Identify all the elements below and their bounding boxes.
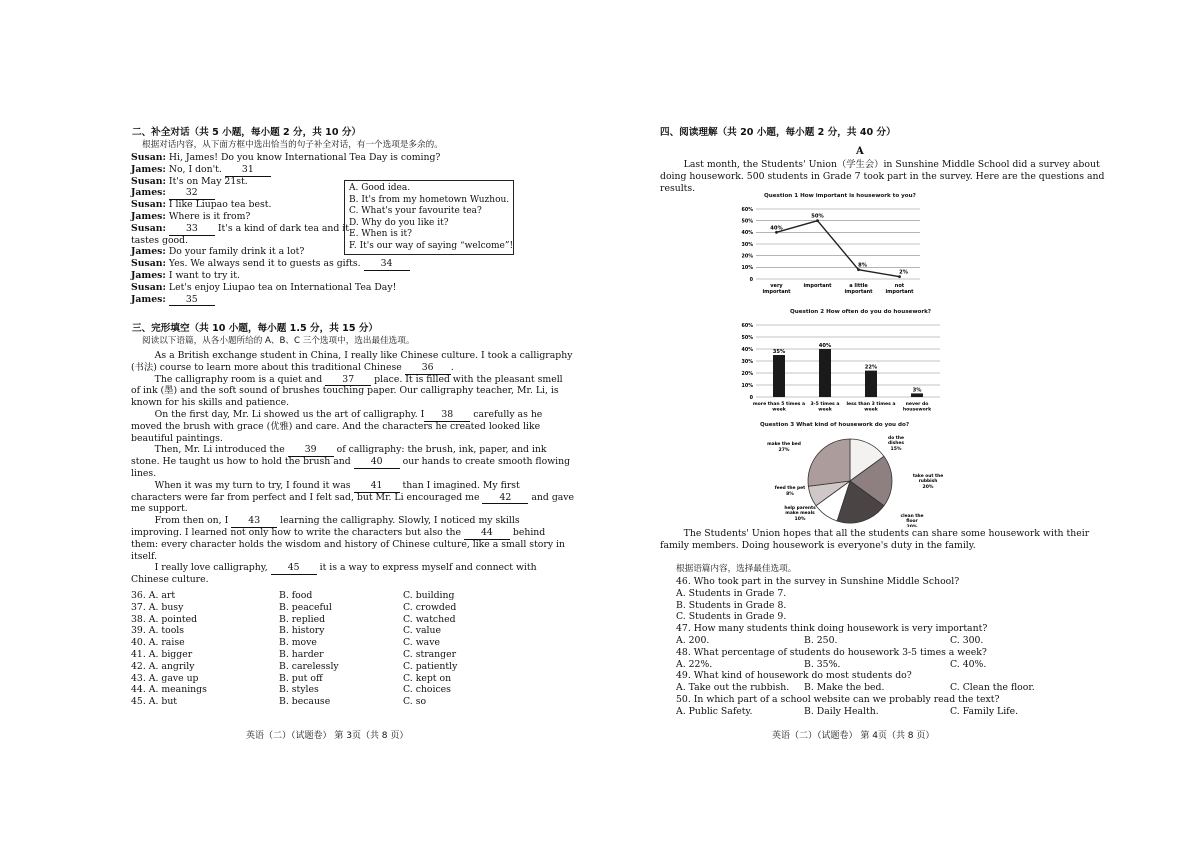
answer-blank: 36 bbox=[405, 362, 451, 375]
section-2-instruction: 根据对话内容，从下面方框中选出恰当的句子补全对话，有一个选项是多余的。 bbox=[142, 140, 443, 150]
passage-text: moved the brush with grace (优雅) and care. And the characters he created looked like bbox=[131, 420, 541, 432]
speaker: Susan: bbox=[131, 152, 166, 163]
speaker: James: bbox=[131, 270, 166, 281]
passage-line bbox=[131, 503, 188, 515]
chart-2-title: Question 2 How often do you do housework? bbox=[790, 309, 932, 315]
dialogue-line bbox=[131, 246, 304, 258]
speaker: James: bbox=[131, 187, 166, 199]
choice-option: 41. A. bigger bbox=[131, 649, 193, 660]
dialogue-line bbox=[131, 199, 271, 211]
dialogue-text: It's on May 21st. bbox=[168, 175, 248, 187]
passage-text: lines. bbox=[131, 468, 157, 479]
choice-row bbox=[131, 625, 526, 637]
data-label: 35% bbox=[772, 349, 786, 355]
question-option: B. Daily Health. bbox=[804, 705, 879, 717]
choice-row bbox=[131, 637, 526, 649]
data-point bbox=[898, 275, 901, 278]
question-option: A. 200. bbox=[676, 635, 710, 646]
choice-option: 42. A. angrily bbox=[131, 660, 195, 672]
passage-text: Then, Mr. Li introduced the bbox=[131, 444, 288, 456]
answer-blank: 31 bbox=[225, 164, 271, 177]
speaker: Susan: bbox=[131, 258, 166, 270]
passage-line bbox=[131, 551, 157, 563]
slice-percent: 27% bbox=[778, 448, 790, 453]
exam-page-4 bbox=[660, 0, 1105, 847]
chart-1-line bbox=[734, 203, 924, 301]
speaker: James: bbox=[131, 293, 166, 305]
slice-percent: 8% bbox=[786, 492, 794, 497]
passage-line bbox=[131, 433, 223, 445]
choice-row bbox=[131, 649, 526, 661]
speaker: James: bbox=[131, 163, 166, 175]
chart-1-title: Question 1 How important is housework to you? bbox=[764, 193, 916, 199]
x-tick-label: more than 5 times a week bbox=[752, 402, 806, 413]
y-tick-label: 40% bbox=[741, 231, 753, 237]
speaker: James: bbox=[131, 211, 166, 222]
dialogue-text: It's a kind of dark tea and it bbox=[217, 222, 349, 234]
question-option: A. 22%. bbox=[676, 658, 713, 670]
choice-option: C. crowded bbox=[403, 601, 457, 613]
choice-row bbox=[131, 614, 526, 626]
dialogue-line bbox=[131, 152, 440, 164]
data-label: 3% bbox=[912, 387, 922, 394]
question-option: B. 35%. bbox=[804, 658, 841, 670]
passage-text: I really love calligraphy, bbox=[131, 562, 271, 574]
x-tick-label: never do housework bbox=[902, 402, 932, 413]
answer-blank: 37 bbox=[325, 374, 371, 387]
choice-option: B. food bbox=[279, 590, 313, 601]
choice-option: 36. A. art bbox=[131, 590, 176, 601]
speaker: Susan: bbox=[131, 175, 166, 187]
passage-text: me support. bbox=[131, 503, 188, 515]
y-tick-label: 20% bbox=[741, 371, 753, 377]
passage-line bbox=[131, 468, 156, 480]
passage-line bbox=[131, 350, 572, 362]
passage-text: our hands to create smooth flowing bbox=[399, 456, 571, 468]
question: 49. What kind of housework do most students do? bbox=[676, 670, 912, 682]
answer-blank: 34 bbox=[364, 258, 410, 271]
passage-text: behind bbox=[509, 527, 546, 538]
exam-page-3 bbox=[126, 0, 575, 847]
dialogue-text: No, I don't. bbox=[168, 163, 222, 175]
y-tick-label: 60% bbox=[741, 323, 753, 329]
question-option: A. Public Safety. bbox=[676, 705, 753, 717]
choice-option: C. building bbox=[403, 590, 455, 601]
dialogue-text: I like Liupao tea best. bbox=[168, 199, 272, 211]
section-3-title: 三、完形填空（共 10 小题，每小题 1.5 分，共 15 分） bbox=[132, 323, 379, 334]
choice-option: B. put off bbox=[279, 672, 323, 684]
passage-text: place. It is filled with the pleasant smell bbox=[371, 373, 563, 385]
choice-option: 40. A. raise bbox=[131, 637, 185, 649]
choice-row bbox=[131, 602, 526, 614]
y-tick-label: 60% bbox=[741, 207, 753, 213]
passage-text: it is a way to express myself and connect with bbox=[316, 562, 537, 574]
slice-percent: 10% bbox=[794, 517, 806, 522]
series-line bbox=[777, 221, 900, 277]
choice-option: C. wave bbox=[403, 637, 440, 649]
slice-label: do the dishes bbox=[888, 436, 904, 446]
dialogue-line bbox=[131, 235, 188, 247]
chart-3-title: Question 3 What kind of housework do you do? bbox=[760, 422, 910, 428]
passage-label: A bbox=[856, 146, 864, 157]
x-tick-label: important bbox=[803, 283, 832, 289]
question-option: B. Students in Grade 8. bbox=[676, 599, 787, 611]
choice-option: 43. A. gave up bbox=[131, 672, 199, 684]
choice-row bbox=[131, 661, 526, 673]
dialogue-line bbox=[131, 211, 250, 223]
slice-percent bbox=[907, 524, 918, 527]
passage-line bbox=[131, 539, 565, 551]
passage-line: doing housework. 500 students in Grade 7 took part in the survey. Here are the questions and bbox=[660, 170, 1105, 182]
passage-line: family members. Doing housework is everyone's duty in the family. bbox=[660, 539, 976, 551]
choice-option: C. patiently bbox=[403, 660, 458, 672]
passage-text: than I imagined. My first bbox=[399, 479, 520, 491]
option-item: B. It's from my hometown Wuzhou. bbox=[349, 194, 510, 205]
option-item: F. It's our way of saying “welcome”! bbox=[349, 240, 514, 251]
choice-option: C. so bbox=[403, 696, 427, 708]
speaker: James: bbox=[131, 246, 166, 258]
dialogue-line bbox=[131, 294, 215, 307]
passage-text: itself. bbox=[131, 550, 158, 562]
y-tick-label: 30% bbox=[741, 242, 753, 248]
dialogue-text: Yes. We always send it to guests as gifts. bbox=[168, 258, 361, 270]
answer-blank: 42 bbox=[482, 492, 528, 505]
passage-text: them: every character holds the wisdom and history of Chinese culture, like a small story in bbox=[131, 538, 566, 550]
data-label: 50% bbox=[811, 213, 824, 220]
choice-row bbox=[131, 684, 526, 696]
slice-label: take out the rubbish bbox=[912, 474, 944, 484]
y-tick-label: 40% bbox=[741, 347, 753, 353]
option-item: A. Good idea. bbox=[349, 183, 411, 193]
speaker: Susan: bbox=[131, 222, 166, 234]
choice-option: B. replied bbox=[279, 613, 326, 625]
dialogue-text: I want to try it. bbox=[168, 270, 240, 281]
choice-option: 37. A. busy bbox=[131, 601, 184, 613]
x-tick-label: a little important bbox=[844, 283, 873, 295]
choice-option: 38. A. pointed bbox=[131, 613, 198, 625]
passage-text: characters were far from perfect and I felt sad, but Mr. Li encouraged me bbox=[131, 491, 483, 503]
passage-text: (书法) course to learn more about this traditional Chinese bbox=[131, 361, 405, 373]
choice-row bbox=[131, 673, 526, 685]
data-point bbox=[857, 268, 860, 271]
answer-blank: 41 bbox=[354, 480, 400, 493]
passage-text: When it was my turn to try, I found it was bbox=[131, 479, 354, 491]
passage-text: improving. I learned not only how to write the characters but also the bbox=[131, 527, 464, 538]
data-point bbox=[775, 231, 778, 234]
bar bbox=[911, 393, 923, 397]
y-tick-label: 20% bbox=[741, 254, 753, 260]
passage-text: stone. He taught us how to hold the brush and bbox=[131, 456, 354, 468]
x-tick-label: 3-5 times a week bbox=[810, 402, 840, 413]
passage-line: results. bbox=[660, 182, 696, 194]
slice-label: clean the floor bbox=[900, 514, 924, 524]
chart-2-bar bbox=[734, 319, 944, 417]
option-item: E. When is it? bbox=[349, 229, 412, 240]
passage-line bbox=[131, 385, 559, 397]
page-footer: 英语（二）（试题卷） 第 3页（共 8 页） bbox=[246, 731, 409, 741]
dialogue-text: Hi, James! Do you know International Tea Day is coming? bbox=[168, 152, 441, 163]
y-tick-label: 10% bbox=[741, 383, 753, 389]
choice-option: B. move bbox=[279, 637, 317, 649]
chart-3-pie bbox=[746, 431, 956, 527]
options-box bbox=[344, 180, 514, 255]
section-3-instruction: 阅读以下语篇，从各小题所给的 A、B、C 三个选项中，选出最佳选项。 bbox=[142, 336, 415, 346]
question: 47. How many students think doing housework is very important? bbox=[676, 623, 988, 635]
question-option: C. Family Life. bbox=[950, 705, 1019, 717]
answer-blank: 43 bbox=[231, 515, 277, 528]
data-label: 8% bbox=[858, 262, 867, 269]
choice-option: 45. A. but bbox=[131, 696, 178, 708]
answer-blank: 44 bbox=[464, 527, 510, 540]
dialogue-line bbox=[131, 270, 240, 282]
choice-option: B. because bbox=[279, 696, 331, 708]
choice-option: 44. A. meanings bbox=[131, 684, 207, 696]
data-label: 40% bbox=[770, 225, 783, 232]
passage-line bbox=[131, 421, 540, 433]
passage-text: carefully as he bbox=[470, 409, 543, 420]
question-option: C. Clean the floor. bbox=[950, 682, 1035, 694]
passage-line: The Students' Union hopes that all the students can share some housework with their bbox=[660, 528, 1090, 539]
answer-blank: 45 bbox=[271, 562, 317, 575]
section-4-instruction: 根据语篇内容，选择最佳选项。 bbox=[676, 564, 797, 574]
question-option: B. Make the bed. bbox=[804, 682, 885, 694]
y-tick-label: 0 bbox=[749, 395, 753, 401]
dialogue-line bbox=[131, 176, 248, 188]
choice-option: B. history bbox=[279, 625, 325, 637]
passage-line bbox=[131, 574, 209, 586]
y-tick-label: 10% bbox=[741, 266, 753, 272]
choice-option: C. watched bbox=[403, 613, 456, 625]
choice-option: C. stranger bbox=[403, 649, 457, 660]
data-label: 2% bbox=[899, 269, 908, 276]
speaker: Susan: bbox=[131, 281, 166, 293]
question: 46. Who took part in the survey in Sunshine Middle School? bbox=[676, 576, 960, 587]
passage-text: and gave bbox=[528, 491, 575, 503]
x-tick-label: less than 3 times a week bbox=[846, 402, 896, 413]
section-2-title: 二、补全对话（共 5 小题，每小题 2 分，共 10 分） bbox=[132, 127, 362, 138]
slice-label: help parents make meals bbox=[784, 506, 816, 516]
x-tick-label: not important bbox=[885, 283, 914, 295]
passage-text: Chinese culture. bbox=[131, 574, 209, 586]
question-option: A. Students in Grade 7. bbox=[676, 587, 787, 599]
question: 48. What percentage of students do housework 3-5 times a week? bbox=[676, 646, 987, 658]
choice-option: B. carelessly bbox=[279, 660, 339, 672]
choice-option: C. kept on bbox=[403, 672, 452, 684]
answer-blank: 32 bbox=[169, 187, 215, 200]
slice-percent: 15% bbox=[890, 447, 902, 452]
question-option: C. 40%. bbox=[950, 658, 987, 670]
passage-line bbox=[131, 397, 289, 409]
passage-text: of calligraphy: the brush, ink, paper, and ink bbox=[333, 444, 547, 456]
passage-text: As a British exchange student in China, I really like Chinese culture. I took a calligraphy bbox=[131, 350, 573, 361]
choice-option: 39. A. tools bbox=[131, 625, 185, 637]
passage-text: The calligraphy room is a quiet and bbox=[131, 373, 326, 385]
passage-text: From then on, I bbox=[131, 515, 232, 527]
x-tick-label: very important bbox=[762, 283, 791, 295]
dialogue-line bbox=[131, 282, 396, 294]
answer-blank: 33 bbox=[169, 223, 215, 236]
choice-option: C. choices bbox=[403, 684, 451, 696]
speaker: Susan: bbox=[131, 199, 166, 211]
dialogue-text: tastes good. bbox=[131, 234, 189, 246]
y-tick-label: 30% bbox=[741, 359, 753, 365]
passage-line bbox=[131, 492, 574, 505]
dialogue-text: Let's enjoy Liupao tea on International Tea Day! bbox=[168, 281, 397, 293]
passage-text: beautiful paintings. bbox=[131, 432, 223, 444]
option-item: D. Why do you like it? bbox=[349, 217, 449, 228]
option-item: C. What's your favourite tea? bbox=[349, 206, 482, 217]
bar bbox=[819, 349, 831, 397]
passage-text: . bbox=[450, 361, 454, 373]
y-tick-label: 50% bbox=[741, 335, 753, 341]
options-list bbox=[349, 183, 514, 253]
slice-label: feed the pet bbox=[774, 486, 806, 491]
dialogue-text: Where is it from? bbox=[168, 211, 251, 222]
bar bbox=[865, 371, 877, 397]
question-option: C. 300. bbox=[950, 635, 984, 646]
passage-line bbox=[131, 456, 570, 469]
question-option: A. Take out the rubbish. bbox=[676, 682, 790, 694]
choice-row bbox=[131, 590, 526, 602]
data-label: 40% bbox=[818, 343, 832, 349]
passage-line: Last month, the Students' Union（学生会）in Sunshine Middle School did a survey about bbox=[660, 159, 1100, 170]
data-point bbox=[816, 219, 819, 222]
data-label: 22% bbox=[864, 364, 878, 371]
section-4-title: 四、阅读理解（共 20 小题，每小题 2 分，共 40 分） bbox=[660, 127, 896, 138]
question-option: B. 250. bbox=[804, 635, 838, 646]
bar bbox=[773, 355, 785, 397]
choice-option: B. peaceful bbox=[279, 601, 332, 613]
choice-option: B. styles bbox=[279, 684, 319, 696]
answer-blank: 39 bbox=[288, 444, 334, 457]
page-footer: 英语（二）（试题卷） 第 4页（共 8 页） bbox=[772, 731, 935, 741]
passage-text: known for his skills and patience. bbox=[131, 397, 290, 409]
answer-blank: 35 bbox=[169, 294, 215, 307]
answer-blank: 40 bbox=[354, 456, 400, 469]
question-option: C. Students in Grade 9. bbox=[676, 611, 787, 623]
answer-blank: 38 bbox=[424, 409, 470, 422]
y-tick-label: 0 bbox=[749, 277, 753, 283]
question: 50. In which part of a school website can we probably read the text? bbox=[676, 694, 1000, 705]
choice-option: C. value bbox=[403, 625, 441, 637]
passage-text: On the first day, Mr. Li showed us the art of calligraphy. I bbox=[131, 409, 425, 420]
y-tick-label: 50% bbox=[741, 219, 753, 225]
pie-slice bbox=[808, 439, 850, 486]
slice-label: make the bed bbox=[767, 442, 801, 447]
dialogue-text: Do your family drink it a lot? bbox=[168, 246, 305, 258]
passage-text: of ink (墨) and the soft sound of brushes touching paper. Our calligraphy teacher, Mr. Li, is bbox=[131, 385, 559, 397]
choice-option: B. harder bbox=[279, 649, 324, 660]
choice-row bbox=[131, 696, 526, 708]
slice-percent: 20% bbox=[922, 485, 934, 490]
passage-text: learning the calligraphy. Slowly, I noticed my skills bbox=[277, 515, 520, 527]
